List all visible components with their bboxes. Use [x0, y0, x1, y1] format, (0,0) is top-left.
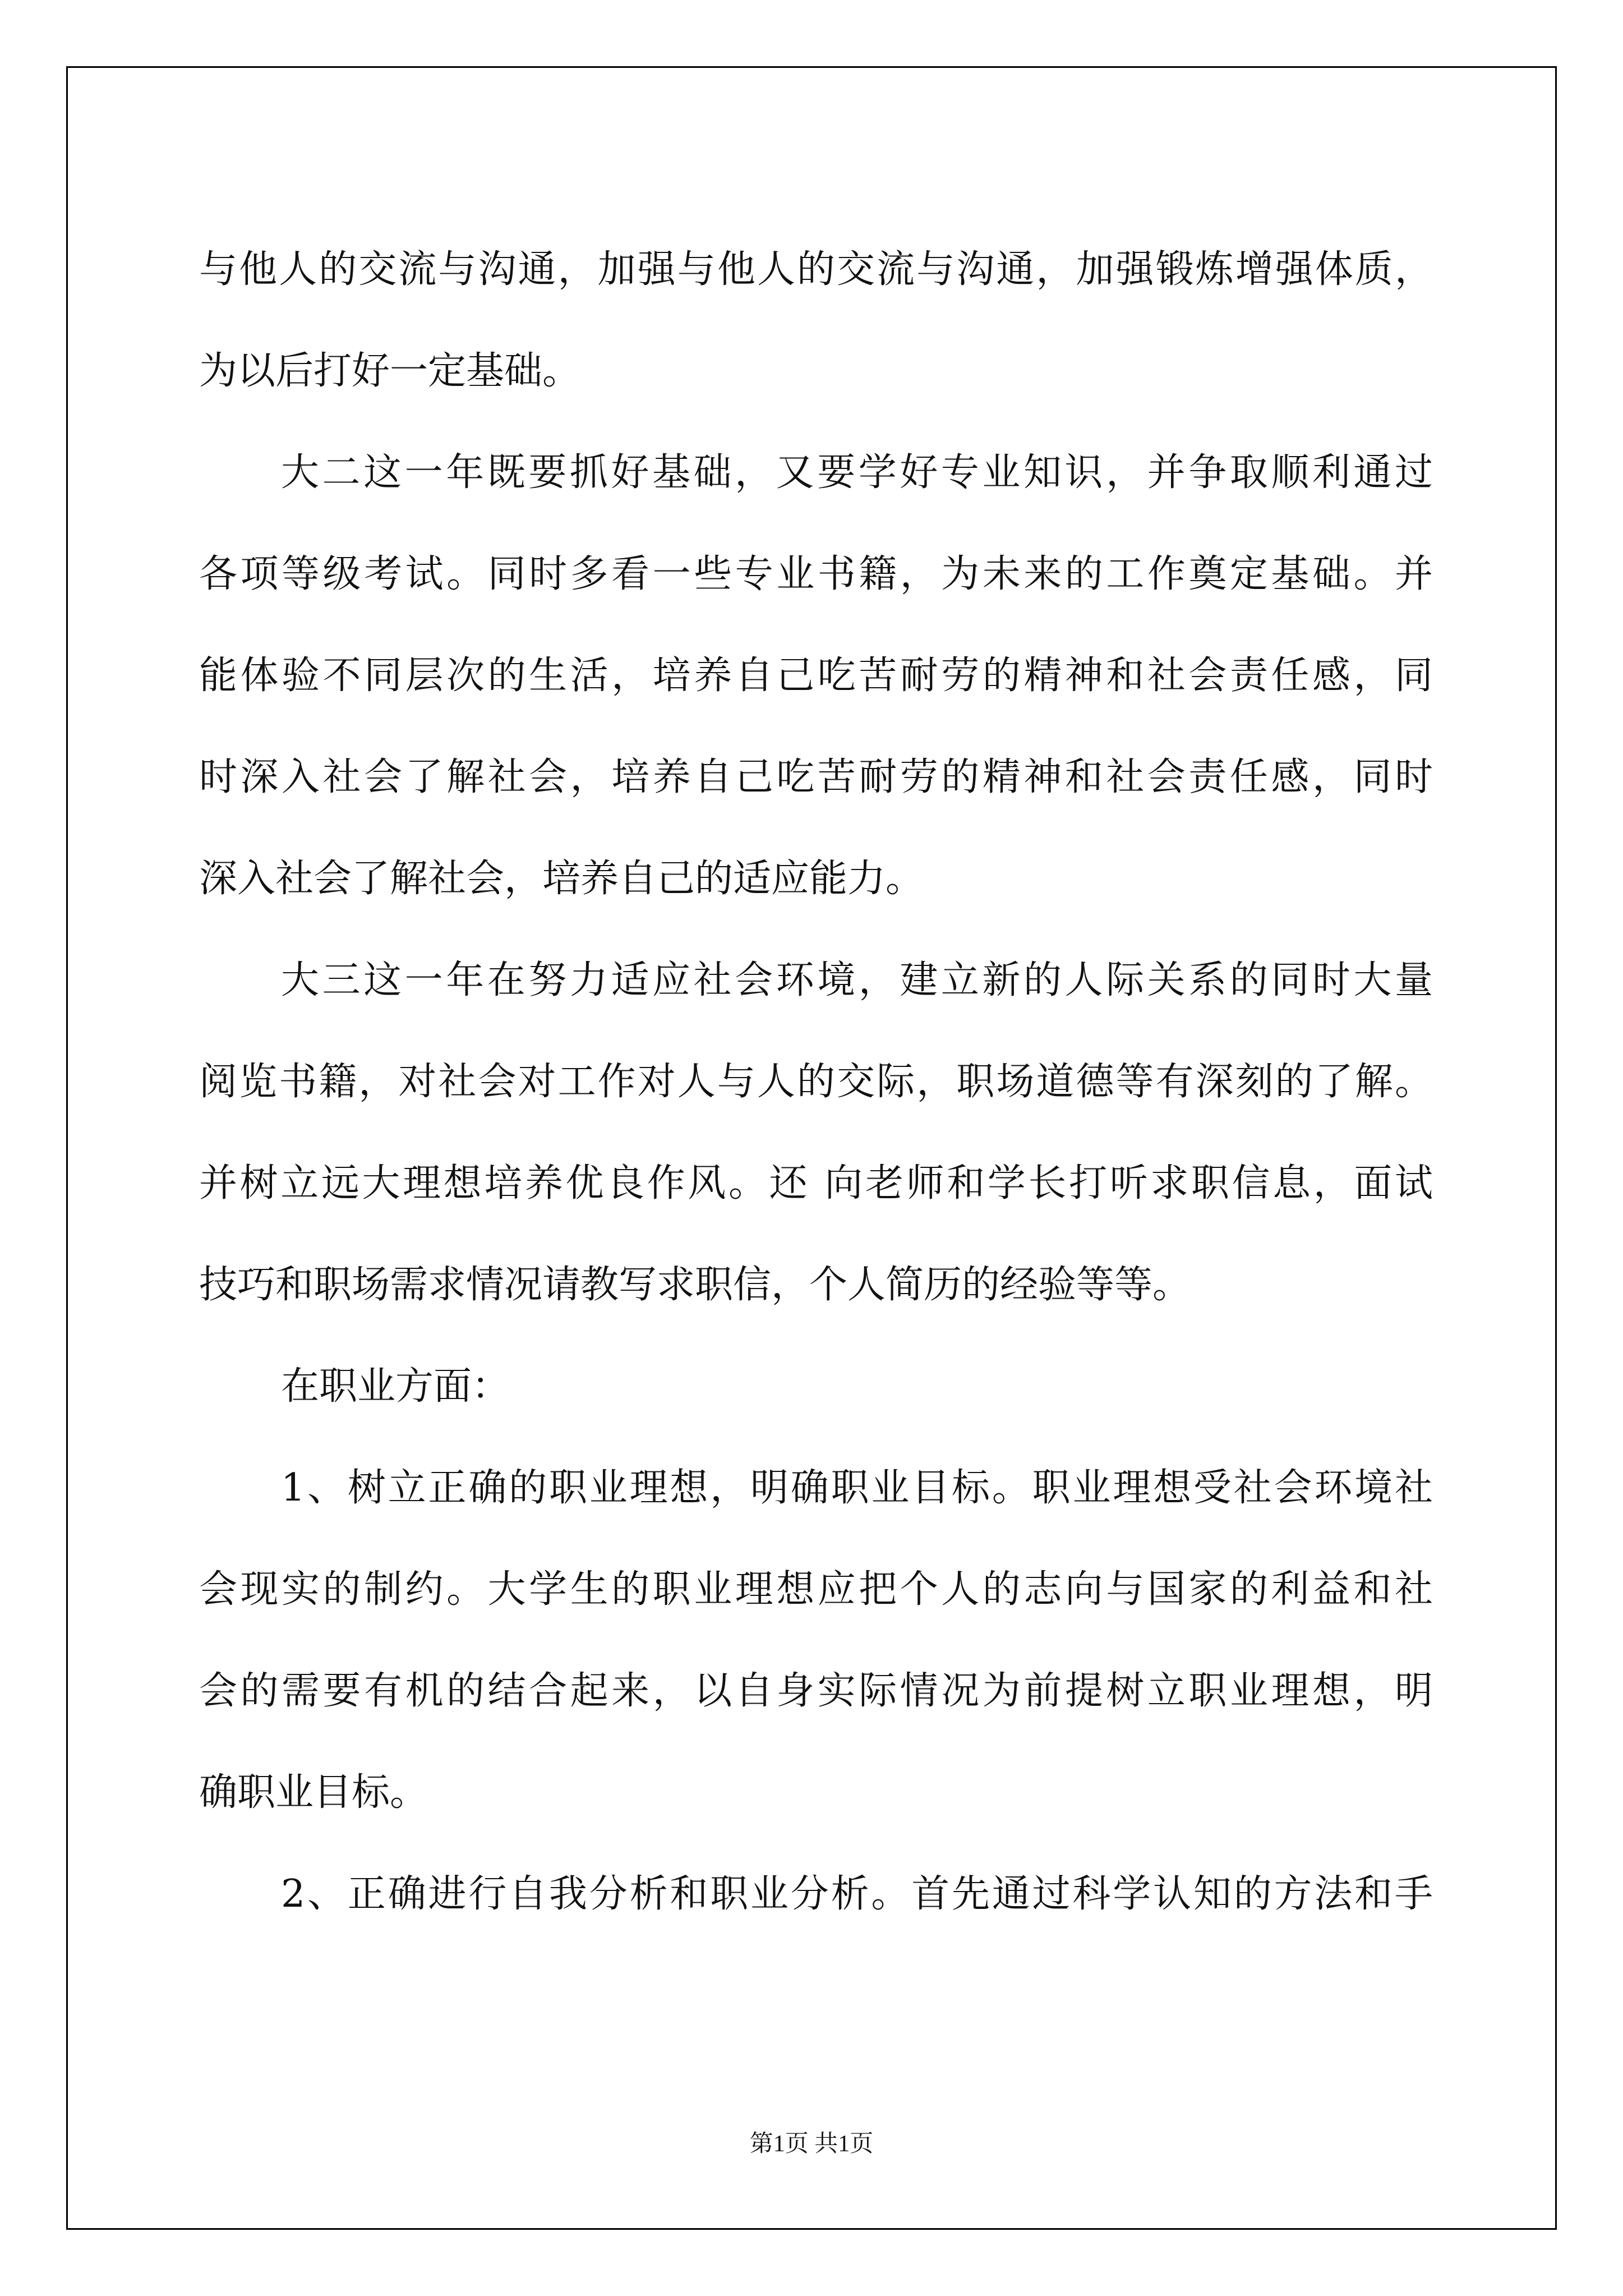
- paragraph-line: 2、正确进行自我分析和职业分析。首先通过科学认知的方法和手: [281, 1872, 1433, 1916]
- paragraph-line: 为以后打好一定基础。: [199, 349, 581, 393]
- paragraph-line: 阅览书籍，对社会对工作对人与人的交际，职场道德等有深刻的了解。: [199, 1060, 1433, 1104]
- paragraph-line: 在职业方面：: [281, 1364, 510, 1409]
- document-body: [199, 219, 1433, 1945]
- paragraph-line: 大三这一年在努力适应社会环境，建立新的人际关系的同时大量: [281, 958, 1433, 1002]
- paragraph-line: 1、树立正确的职业理想，明确职业目标。职业理想受社会环境社: [281, 1466, 1433, 1510]
- paragraph-line: 时深入社会了解社会，培养自己吃苦耐劳的精神和社会责任感，同时: [199, 755, 1433, 799]
- page-footer: [0, 2125, 1623, 2159]
- paragraph-line: 大二这一年既要抓好基础，又要学好专业知识，并争取顺利通过: [281, 450, 1433, 495]
- paragraph-line: 深入社会了解社会，培养自己的适应能力。: [199, 857, 924, 901]
- paragraph-line: 能体验不同层次的生活，培养自己吃苦耐劳的精神和社会责任感，同: [199, 654, 1433, 698]
- paragraph-line: 各项等级考试。同时多看一些专业书籍，为未来的工作奠定基础。并: [199, 552, 1433, 596]
- paragraph-line: 确职业目标。: [199, 1770, 428, 1815]
- paragraph-line: 与他人的交流与沟通，加强与他人的交流与沟通，加强锻炼增强体质，: [199, 247, 1433, 292]
- paragraph-line: 会现实的制约。大学生的职业理想应把个人的志向与国家的利益和社: [199, 1567, 1433, 1612]
- paragraph-line: 会的需要有机的结合起来，以自身实际情况为前提树立职业理想，明: [199, 1669, 1433, 1713]
- paragraph-line: 技巧和职场需求情况请教写求职信，个人简历的经验等等。: [199, 1263, 1191, 1307]
- page-number: 第1页 共1页: [749, 2131, 874, 2157]
- paragraph-line: 并树立远大理想培养优良作风。还 向老师和学长打听求职信息，面试: [199, 1161, 1433, 1205]
